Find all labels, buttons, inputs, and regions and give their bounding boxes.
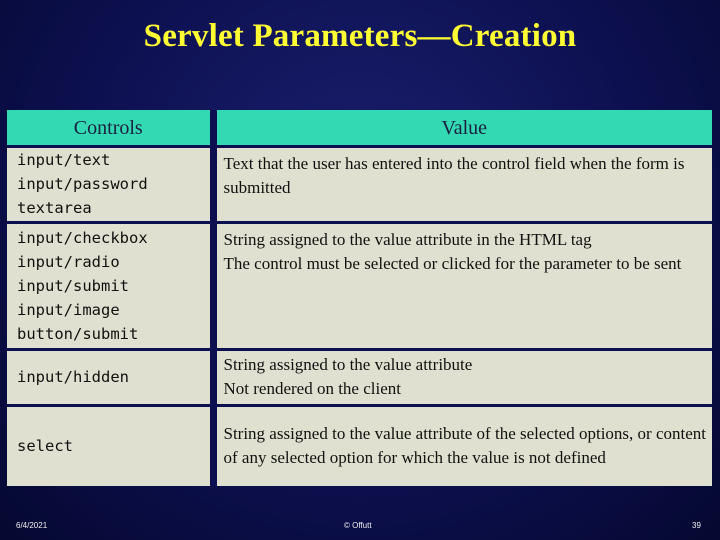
slide-title: Servlet Parameters—Creation: [143, 18, 577, 54]
parameters-table: [7, 110, 712, 486]
table-row: [7, 349, 712, 405]
header-controls: Controls: [7, 110, 213, 146]
value-cell: String assigned to the value attribute Not rendered on the client: [213, 349, 712, 405]
footer-page-number: 39: [692, 521, 701, 530]
table-row: [7, 222, 712, 349]
table-row: [7, 405, 712, 486]
table-row: [7, 146, 712, 222]
controls-cell: input/text input/password textarea: [7, 146, 213, 222]
value-cell: String assigned to the value attribute of the selected options, or content of any selected option for which the value is not defined: [213, 405, 712, 486]
controls-cell: input/hidden: [7, 349, 213, 405]
footer-date: 6/4/2021: [16, 521, 48, 530]
value-cell: Text that the user has entered into the control field when the form is submitted: [213, 146, 712, 222]
table-header-row: [7, 110, 712, 146]
controls-cell: input/checkbox input/radio input/submit input/image button/submit: [7, 222, 213, 349]
value-cell: String assigned to the value attribute in the HTML tag The control must be selected or clicked for the parameter to be sent: [213, 222, 712, 349]
footer-author: © Offutt: [344, 521, 372, 530]
controls-cell: select: [7, 405, 213, 486]
header-value: Value: [213, 110, 712, 146]
